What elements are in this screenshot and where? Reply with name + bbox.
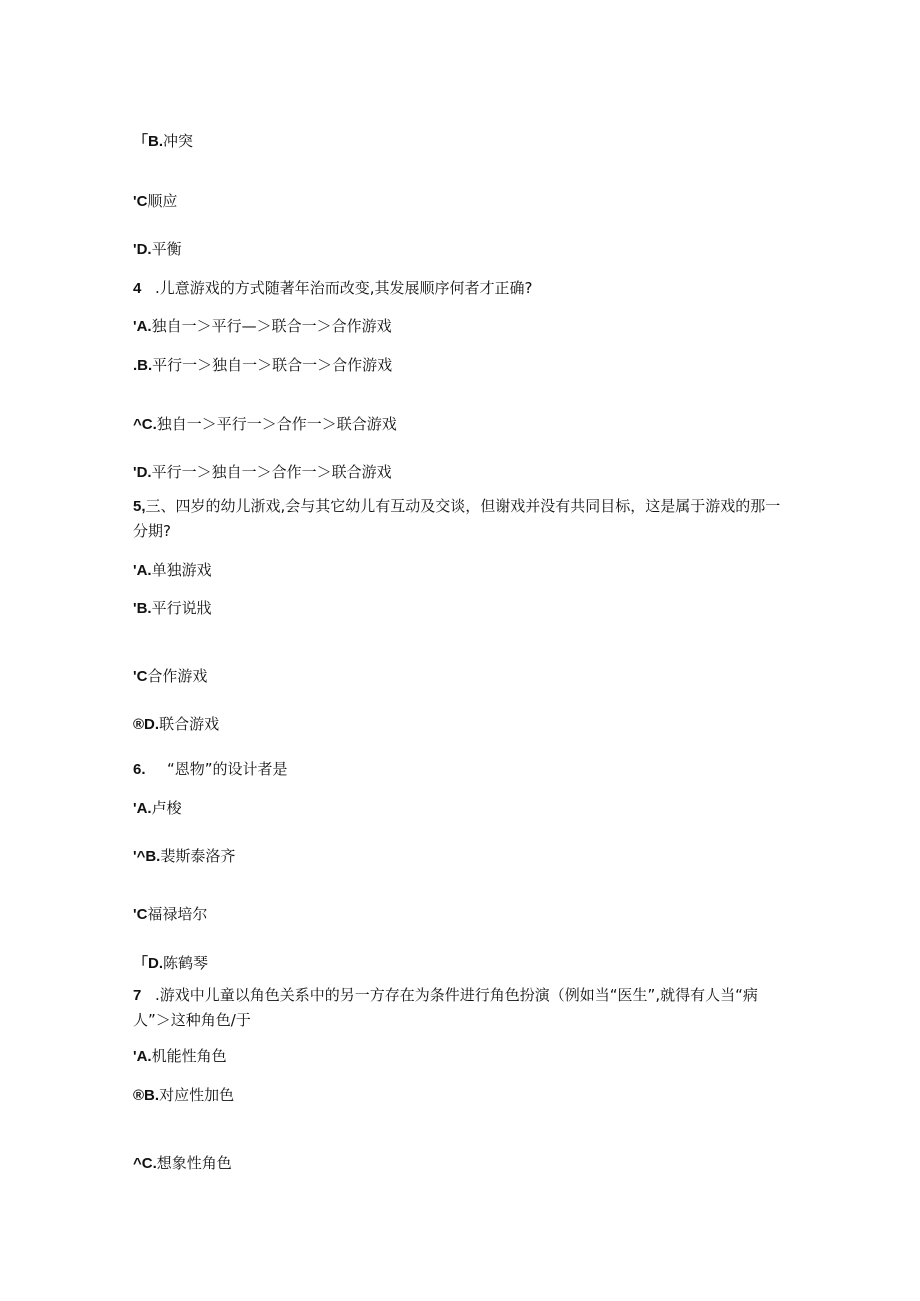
option-marker: ^C. [133, 1155, 157, 1172]
option-text: 裴斯泰洛齐 [160, 847, 236, 865]
option-text: 顺应 [147, 192, 178, 210]
option-text: 平行一＞独自一＞联合一＞合作游戏 [152, 356, 393, 374]
question-number: 6. [133, 761, 146, 778]
option-marker: 'D. [133, 241, 152, 258]
question-text: “恩物”的设计者是 [167, 760, 288, 778]
option-line [133, 953, 208, 974]
option-line [133, 239, 182, 260]
option-line [133, 846, 235, 867]
option-marker: 'C [133, 668, 148, 685]
question-number: 7 [133, 987, 142, 1004]
option-text: 卢梭 [151, 799, 182, 817]
question-7 [133, 983, 783, 1032]
option-marker: ^C. [133, 416, 157, 433]
option-text: 陈鹤琴 [163, 954, 209, 972]
option-marker: 'C [133, 906, 148, 923]
option-marker: .B. [133, 357, 153, 374]
option-text: 单独游戏 [151, 561, 212, 579]
option-marker: 「B. [133, 133, 164, 150]
option-marker: 'A. [133, 1048, 152, 1065]
question-5 [133, 494, 783, 543]
option-marker: 「D. [133, 955, 164, 972]
question-number: 4 [133, 280, 142, 297]
option-line [133, 1153, 232, 1174]
question-number: 5, [133, 498, 146, 515]
option-line [133, 714, 219, 735]
option-line [133, 904, 207, 925]
option-line [133, 560, 212, 581]
question-text: .游戏中儿童以角色关系中的另一方存在为条件进行角色扮演（例如当“医生”,就得有人当“病人”＞这种角色/于 [133, 986, 758, 1029]
option-line [133, 191, 177, 212]
option-line [133, 355, 392, 376]
option-marker: 'A. [133, 318, 152, 335]
option-text: 对应性加色 [159, 1086, 235, 1104]
option-line [133, 1085, 234, 1106]
option-line [133, 414, 397, 435]
option-marker: 'A. [133, 562, 152, 579]
option-text: 联合游戏 [159, 715, 220, 733]
option-text: 平行说戕 [151, 599, 212, 617]
option-line [133, 462, 392, 483]
option-line [133, 316, 392, 337]
option-text: 福禄培尔 [147, 905, 208, 923]
option-text: 机能性角色 [151, 1047, 227, 1065]
option-text: 平衡 [151, 240, 182, 258]
option-line [133, 798, 182, 819]
question-text: .儿意游戏的方式随著年治而改变,其发展顺序何者才正确? [155, 279, 533, 297]
option-marker: '^B. [133, 848, 161, 865]
option-line [133, 598, 212, 619]
option-line [133, 1046, 227, 1067]
option-marker: ®D. [133, 716, 160, 733]
option-line [133, 666, 207, 687]
option-marker: 'A. [133, 800, 152, 817]
option-line [133, 131, 193, 152]
option-marker: ®B. [133, 1087, 160, 1104]
question-6 [133, 759, 288, 780]
question-4 [133, 278, 533, 299]
question-text: 三、四岁的幼儿浙戏,会与其它幼儿有互动及交谈，但谢戏并没有共同目标，这是属于游戏的那一分期? [133, 497, 781, 540]
option-text: 平行一＞独自一＞合作一＞联合游戏 [151, 463, 392, 481]
option-text: 想象性角色 [156, 1154, 232, 1172]
option-text: 冲突 [163, 132, 194, 150]
option-marker: 'C [133, 193, 148, 210]
option-text: 合作游戏 [147, 667, 208, 685]
option-marker: 'B. [133, 600, 152, 617]
option-text: 独自一＞平行—＞联合一＞合作游戏 [151, 317, 392, 335]
option-marker: 'D. [133, 464, 152, 481]
option-text: 独自一＞平行一＞合作一＞联合游戏 [156, 415, 397, 433]
